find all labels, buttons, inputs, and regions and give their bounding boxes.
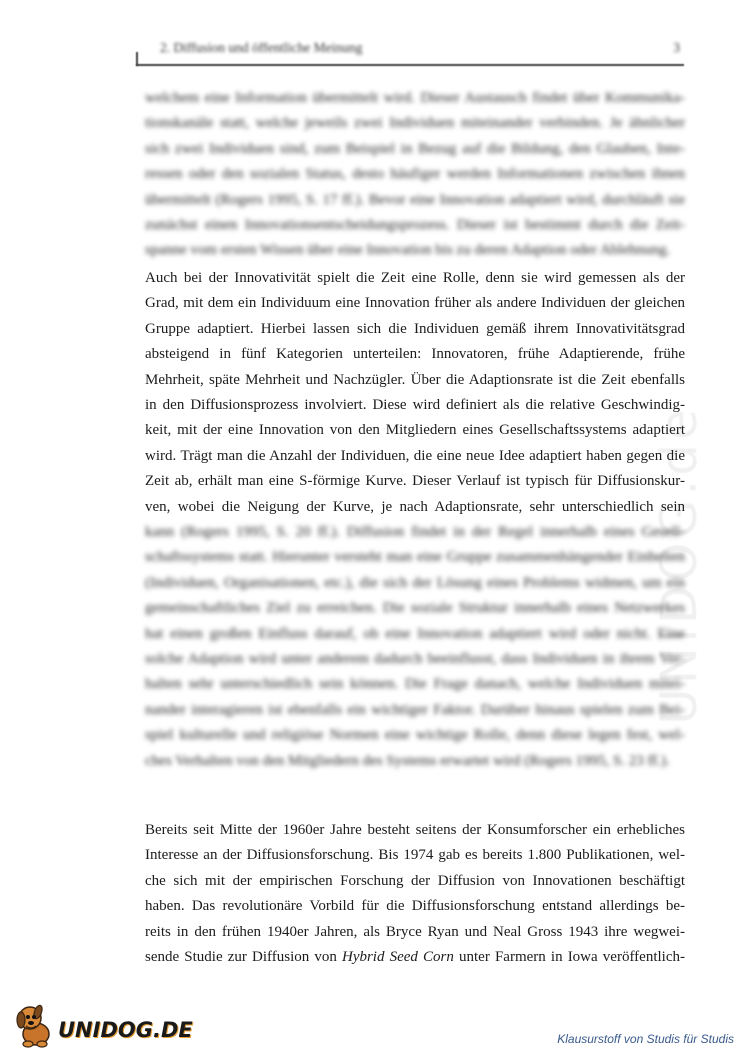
blurred-paragraph-top xyxy=(145,86,685,264)
text-line: zunächst einen Innovationsentscheidungsprozess. Dieser ist bestimmt durch die Zeit- xyxy=(145,216,685,233)
italic-term: Hybrid Seed Corn xyxy=(341,948,454,965)
visible-paragraph-research-history xyxy=(145,818,685,970)
text-line: Gruppe adaptiert. Hierbei lassen sich die Individuen gemäß ihrem Innovativitätsgrad xyxy=(145,320,685,337)
text-line: Interesse an der Diffusionsforschung. Bis 1974 gab es bereits 1.800 Publikationen, wel- xyxy=(145,847,685,864)
running-header xyxy=(160,40,680,56)
text-line: übermittelt (Rogers 1995, S. 17 ff.). Bevor eine Innovation adaptiert wird, durchläuft sie xyxy=(145,191,685,208)
logo-text: UNIDOG.DE xyxy=(58,1018,193,1042)
text-line: keit, mit der eine Innovation von den Mitgliedern eines Gesellschaftssystems adaptiert xyxy=(145,422,685,439)
text-line: ressen oder den sozialen Status, desto häufiger werden Informationen zwischen ihnen xyxy=(145,166,685,183)
text-line: tionskanäle statt, welche jeweils zwei Individuen miteinander verbinden. Je ähnlicher xyxy=(145,115,685,132)
running-title: 2. Diffusion und öffentliche Meinung xyxy=(160,40,363,55)
text-line: ches Verhalten von den Mitgliedern des Systems erwartet wird (Rogers 1995, S. 23 ff.). xyxy=(145,752,670,769)
blurred-paragraph-bottom xyxy=(145,520,685,774)
text-line: gemeinschaftliches Ziel zu erreichen. Die soziale Struktur innerhalb eines Netzwerkes xyxy=(145,600,685,617)
visible-paragraph-innovativeness xyxy=(145,266,685,520)
text-line: Zeit ab, erhält man eine S-förmige Kurve. Dieser Verlauf ist typisch für Diffusionskur- xyxy=(145,473,685,490)
text-line: in den Diffusionsprozess involviert. Diese wird definiert als die relative Geschwindig- xyxy=(145,396,685,413)
text-line: wird. Trägt man die Anzahl der Individuen, die eine neue Idee adaptiert haben gegen die xyxy=(145,447,685,464)
text-line: halten sehr unterschiedlich sein können. Die Frage danach, welche Individuen mitei- xyxy=(145,676,685,693)
header-rule xyxy=(136,64,684,66)
text-line: haben. Das revolutionäre Vorbild für die Diffusionsforschung entstand allerdings be- xyxy=(145,898,685,915)
text-line: nander interagieren ist ebenfalls ein wichtiger Faktor. Darüber hinaus spielen zum Bei- xyxy=(145,701,685,718)
text-line: sich zwei Individuen sind, zum Beispiel in Bezug auf die Bildung, den Glauben, Inte- xyxy=(145,140,685,157)
text-line: absteigend in fünf Kategorien unterteilen: Innovatoren, frühe Adaptierende, frühe xyxy=(145,346,685,363)
text-line: reits in den frühen 1940er Jahren, als Bryce Ryan und Neal Gross 1943 ihre wegwei- xyxy=(145,923,685,940)
footer-tagline: Klausurstoff von Studis für Studis xyxy=(557,1032,734,1046)
text-line: solche Adaption wird unter anderem dadurch beeinflusst, dass Individuen in ihrem Ver- xyxy=(145,650,685,667)
text-line: ven, wobei die Neigung der Kurve, je nach Adaptionsrate, sehr unterschiedlich sein xyxy=(145,498,685,515)
watermark: UNIDOG.de xyxy=(650,405,708,725)
unidog-logo[interactable] xyxy=(12,996,193,1052)
text-line: Grad, mit dem ein Individuum eine Innovation früher als andere Individuen der gleichen xyxy=(145,295,685,312)
text-line: hat einen großen Einfluss darauf, ob eine Innovation adaptiert wird oder nicht. Eine xyxy=(145,625,685,642)
text-line: Auch bei der Innovativität spielt die Zeit eine Rolle, denn sie wird gemessen als der xyxy=(145,270,685,286)
dog-mascot-icon xyxy=(12,998,56,1050)
text-line: spiel kulturelle und religiöse Normen eine wichtige Rolle, denn diese legen fest, wel- xyxy=(145,727,685,744)
text-line: kann (Rogers 1995, S. 20 ff.). Diffusion findet in der Regel innerhalb eines Gesell- xyxy=(145,524,685,540)
text-line: schaftssystems statt. Hierunter versteht man eine Gruppe zusammenhängender Einheiten xyxy=(145,549,685,566)
text-line: Bereits seit Mitte der 1960er Jahre besteht seitens der Konsumforscher ein erhebliches xyxy=(145,822,685,838)
text-line: Mehrheit, späte Mehrheit und Nachzügler. Über die Adaptionsrate ist die Zeit ebenfalls xyxy=(145,371,685,388)
text-line: spanne vom ersten Wissen über eine Innovation bis zu deren Adaption oder Ablehnung. xyxy=(145,242,671,259)
text-line: welchem eine Information übermittelt wird. Dieser Austausch findet über Kommunika- xyxy=(145,90,685,106)
text-line: (Individuen, Organisationen, etc.), die sich der Lösung eines Problems widmen, um ein xyxy=(145,574,685,591)
text-line: sende Studie zur Diffusion von Hybrid Seed Corn unter Farmern in Iowa veröffentlich- xyxy=(145,948,685,965)
text-line: che sich mit der empirischen Forschung der Diffusion von Innovationen beschäftigt xyxy=(145,872,685,889)
page-number: 3 xyxy=(673,40,680,55)
